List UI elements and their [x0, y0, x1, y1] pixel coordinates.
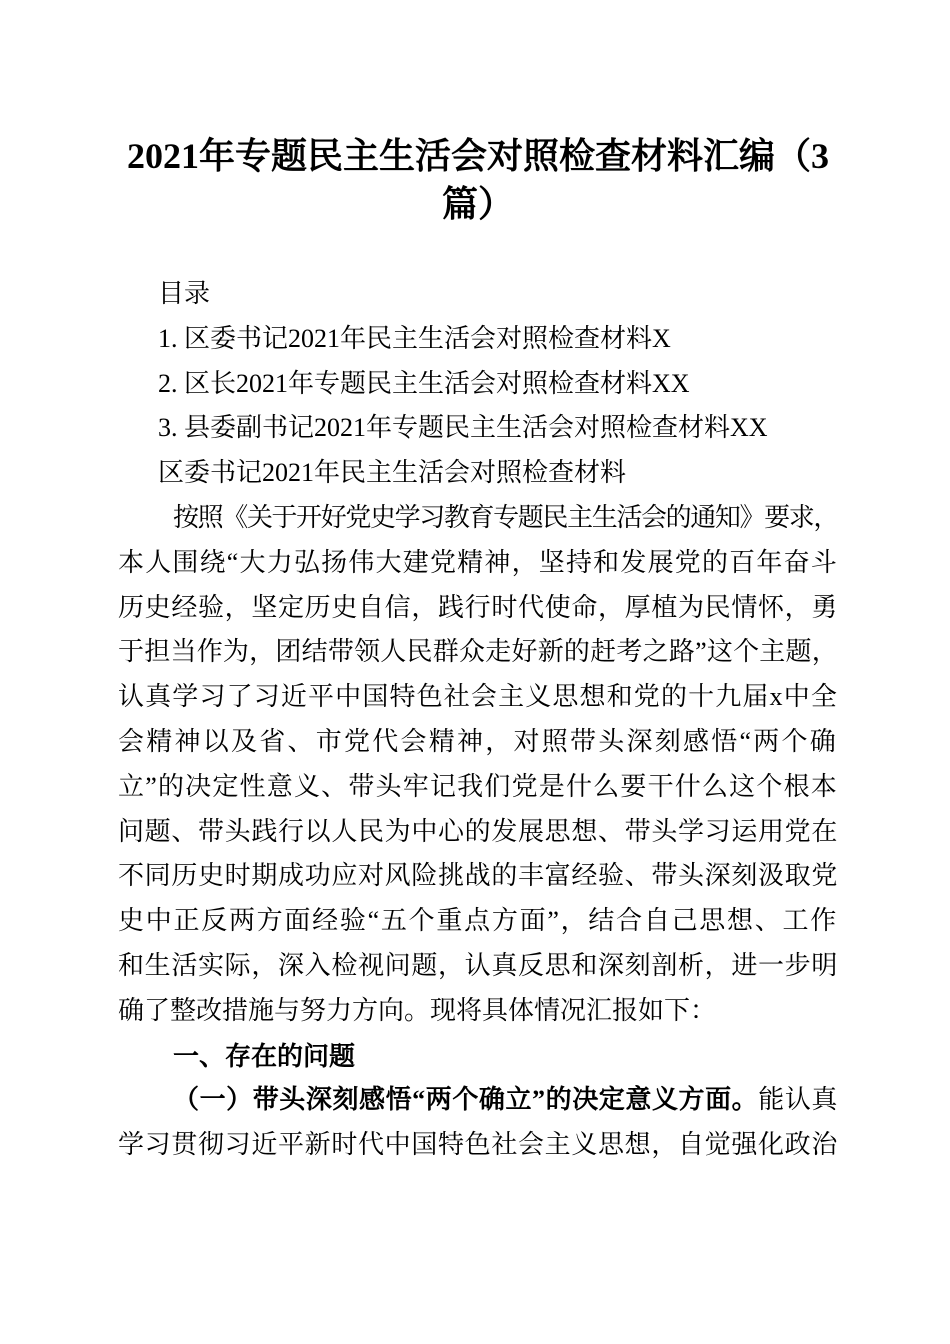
paragraph-line: 确了整改措施与努力方向。现将具体情况汇报如下：	[118, 995, 717, 1025]
paragraph-line: 不同历史时期成功应对风险挑战的丰富经验、带头深刻汲取党	[118, 861, 838, 891]
page-content	[118, 0, 838, 1168]
paragraph-line: 认真学习了习近平中国特色社会主义思想和党的十九届x中全	[118, 682, 838, 712]
document-title-line: 2021年专题民主生活会对照检查材料汇编（3	[126, 136, 829, 176]
subsection-lead-rest: 能认真	[758, 1085, 838, 1115]
paragraph-line: 本人围绕“大力弘扬伟大建党精神，坚持和发展党的百年奋斗	[118, 547, 838, 577]
document-title	[118, 132, 838, 228]
toc-item: 2. 区长2021年专题民主生活会对照检查材料XX	[158, 368, 690, 398]
article-title: 区委书记2021年民主生活会对照检查材料	[158, 458, 627, 488]
paragraph-line: 学习贯彻习近平新时代中国特色社会主义思想，自觉强化政治	[118, 1130, 838, 1160]
paragraph-line: 问题、带头践行以人民为中心的发展思想、带头学习运用党在	[118, 816, 838, 846]
subsection-lead: （一）带头深刻感悟“两个确立”的决定意义方面。	[173, 1085, 759, 1115]
section-heading: 一、存在的问题	[173, 1040, 356, 1071]
toc-item: 1. 区委书记2021年民主生活会对照检查材料X	[158, 323, 671, 353]
paragraph-line: 史中正反两方面经验“五个重点方面”，结合自己思想、工作	[118, 906, 838, 936]
paragraph-line: 按照《关于开好党史学习教育专题民主生活会的通知》要求，	[173, 502, 838, 532]
paragraph-line: 历史经验，坚定历史自信，践行时代使命，厚植为民情怀，勇	[118, 592, 838, 622]
toc-item: 3. 县委副书记2021年专题民主生活会对照检查材料XX	[158, 413, 768, 443]
paragraph-line: 和生活实际，深入检视问题，认真反思和深刻剖析，进一步明	[118, 950, 838, 980]
subsection-lead-line	[118, 1078, 838, 1123]
toc-heading: 目录	[158, 279, 211, 308]
document-title-line: 篇）	[441, 184, 514, 224]
paragraph-line: 立”的决定性意义、带头牢记我们党是什么要干什么这个根本	[118, 771, 838, 801]
document-body	[118, 272, 838, 1168]
paragraph-line: 会精神以及省、市党代会精神，对照带头深刻感悟“两个确	[118, 726, 838, 756]
paragraph-line: 于担当作为，团结带领人民群众走好新的赶考之路”这个主题，	[118, 637, 838, 667]
